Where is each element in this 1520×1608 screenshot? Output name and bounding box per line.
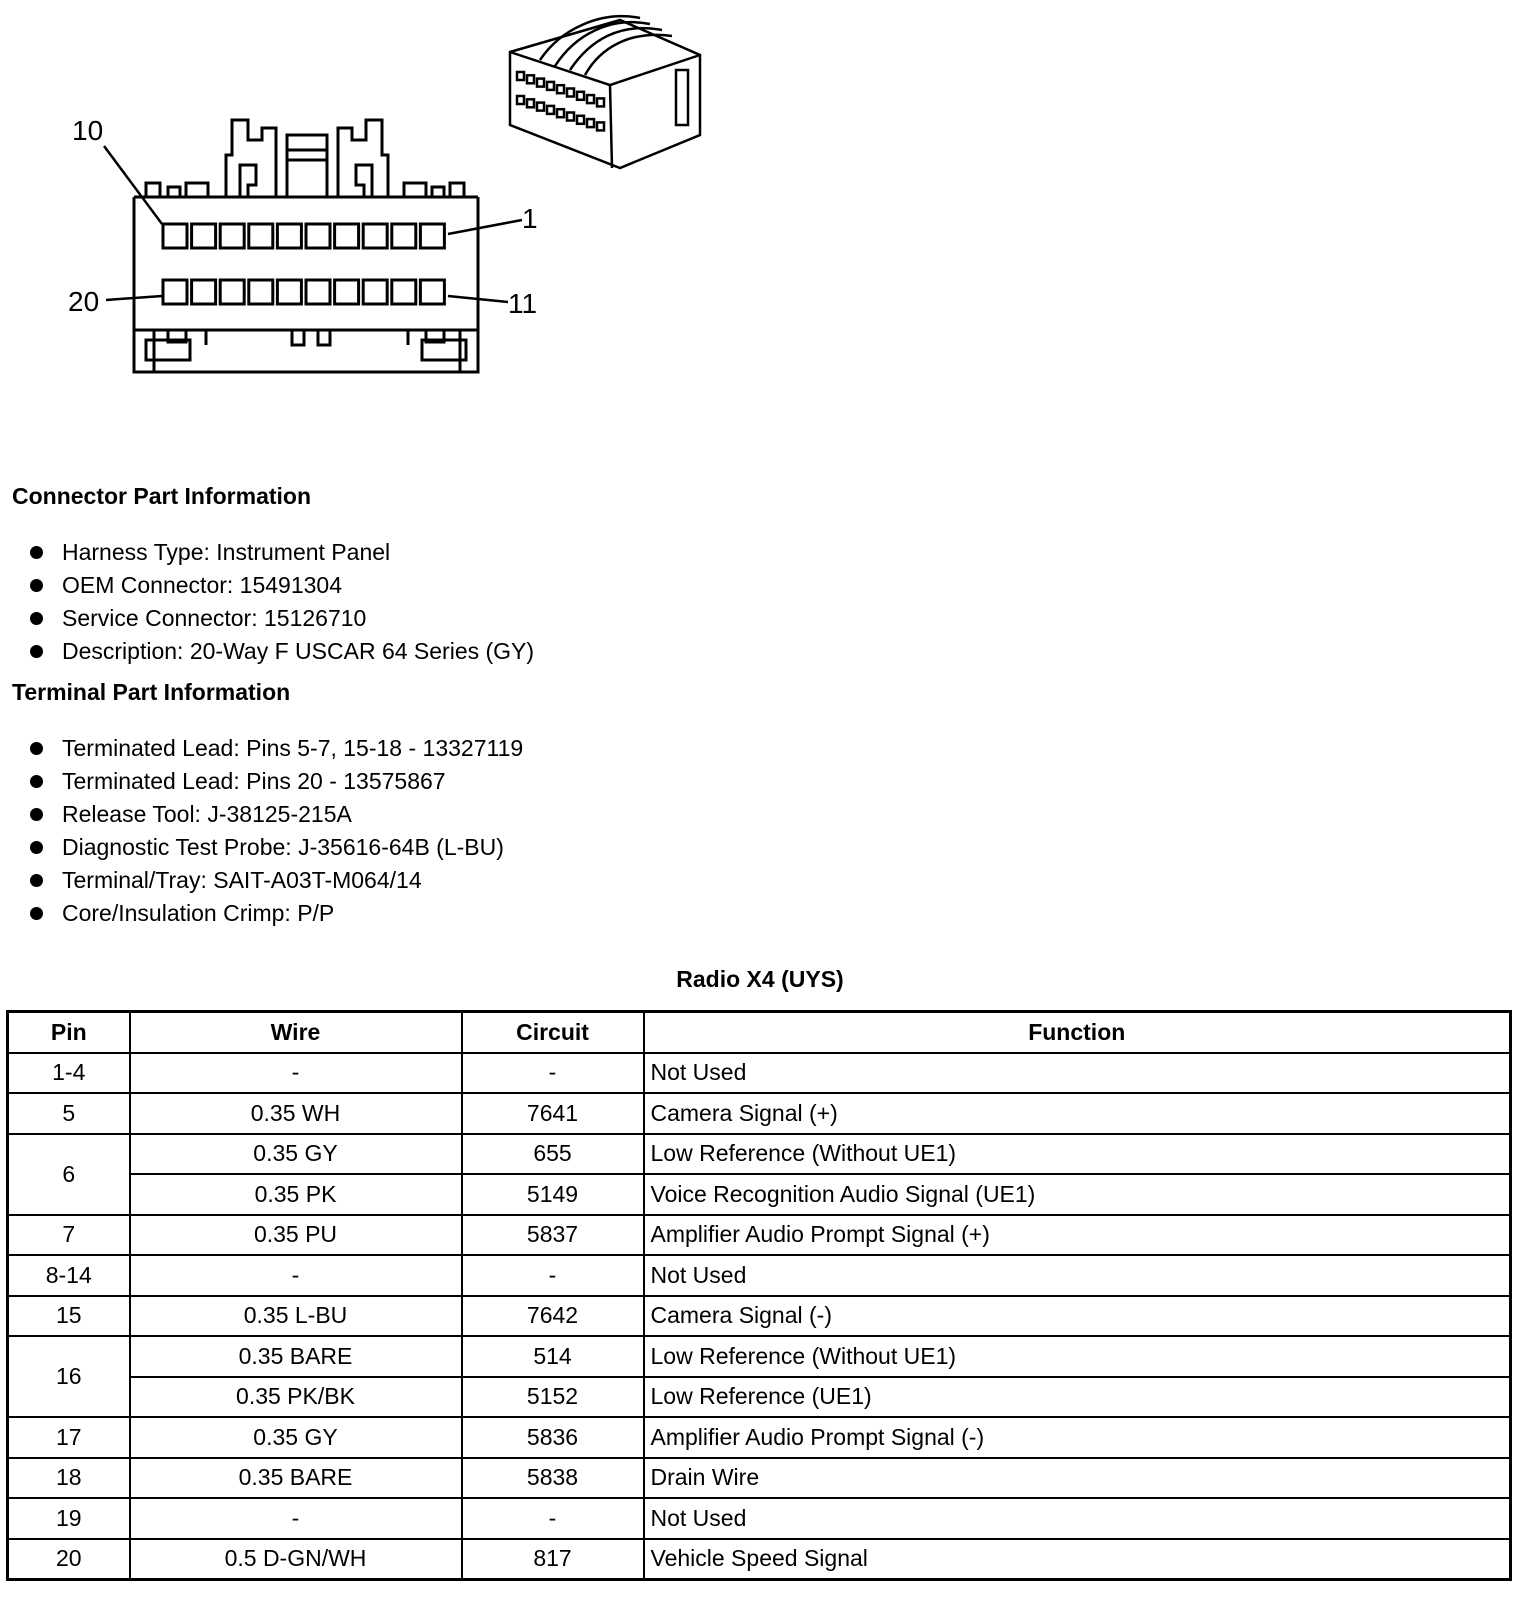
table-row: [8, 1215, 1511, 1256]
cell-wire: 0.35 GY: [130, 1417, 462, 1458]
connector-3d-illustration: [510, 16, 700, 168]
cell-pin: 15: [8, 1296, 130, 1337]
cell-circuit: 5838: [462, 1458, 644, 1499]
table-row: [8, 1539, 1511, 1580]
table-row: [8, 1093, 1511, 1134]
list-item: [30, 602, 534, 635]
iso-pin-cavity: [577, 116, 584, 124]
list-item: [30, 635, 534, 668]
cell-wire: 0.5 D-GN/WH: [130, 1539, 462, 1580]
pin-label-1: 1: [522, 203, 538, 234]
bullet-icon: [30, 612, 43, 625]
table-header-row: [8, 1012, 1511, 1053]
cell-circuit: 5837: [462, 1215, 644, 1256]
list-item: [30, 831, 523, 864]
header-function: Function: [644, 1012, 1511, 1053]
list-item-text: Terminated Lead: Pins 20 - 13575867: [62, 768, 446, 794]
table-row: [8, 1377, 1511, 1418]
pin-label-20: 20: [68, 286, 100, 317]
bullet-icon: [30, 808, 43, 821]
iso-pin-cavity: [597, 98, 604, 106]
list-item: [30, 897, 523, 930]
top-row-pin-cavity: [420, 224, 444, 248]
cell-pin: 20: [8, 1539, 130, 1580]
iso-pin-cavity: [537, 103, 544, 111]
iso-pin-cavity: [547, 82, 554, 90]
cell-function: Amplifier Audio Prompt Signal (+): [644, 1215, 1511, 1256]
cell-pin: 19: [8, 1498, 130, 1539]
bottom-row-pin-cavity: [192, 280, 216, 304]
iso-pin-cavity: [557, 85, 564, 93]
table-row: [8, 1458, 1511, 1499]
cell-function: Vehicle Speed Signal: [644, 1539, 1511, 1580]
cell-wire: 0.35 PK: [130, 1174, 462, 1215]
cell-pin: 1-4: [8, 1053, 130, 1094]
top-row-pin-cavity: [163, 224, 187, 248]
iso-pin-cavity: [567, 113, 574, 121]
list-item-text: Description: 20-Way F USCAR 64 Series (GY): [62, 638, 535, 664]
connector-part-info-list: [30, 536, 534, 668]
table-row: [8, 1174, 1511, 1215]
terminal-part-info-title: Terminal Part Information: [12, 679, 291, 705]
bottom-row-pin-cavity: [335, 280, 359, 304]
list-item-text: OEM Connector: 15491304: [62, 572, 343, 598]
list-item: [30, 798, 523, 831]
cell-function: Low Reference (Without UE1): [644, 1134, 1511, 1175]
cell-function: Not Used: [644, 1053, 1511, 1094]
list-item: [30, 765, 523, 798]
cell-wire: 0.35 WH: [130, 1093, 462, 1134]
bullet-icon: [30, 742, 43, 755]
top-row-pin-cavity: [192, 224, 216, 248]
top-row-pin-cavity: [277, 224, 301, 248]
cell-circuit: 7642: [462, 1296, 644, 1337]
cell-pin: 16: [8, 1336, 130, 1417]
bullet-icon: [30, 645, 43, 658]
cell-circuit: 5152: [462, 1377, 644, 1418]
cell-pin: 7: [8, 1215, 130, 1256]
bullet-icon: [30, 874, 43, 887]
cell-function: Camera Signal (+): [644, 1093, 1511, 1134]
cell-wire: 0.35 PU: [130, 1215, 462, 1256]
cell-circuit: 514: [462, 1336, 644, 1377]
table-row: [8, 1417, 1511, 1458]
bottom-row-pin-cavity: [392, 280, 416, 304]
iso-pin-cavity: [567, 89, 574, 97]
list-item-text: Harness Type: Instrument Panel: [62, 539, 391, 565]
top-row-pin-cavity: [306, 224, 330, 248]
cell-circuit: 655: [462, 1134, 644, 1175]
connector-part-info-title: Connector Part Information: [12, 483, 312, 509]
cell-function: Camera Signal (-): [644, 1296, 1511, 1337]
cell-function: Not Used: [644, 1255, 1511, 1296]
iso-pin-cavity: [517, 96, 524, 104]
table-row: [8, 1296, 1511, 1337]
bullet-icon: [30, 546, 43, 559]
bullet-icon: [30, 907, 43, 920]
cell-pin: 17: [8, 1417, 130, 1458]
cell-function: Not Used: [644, 1498, 1511, 1539]
cell-wire: 0.35 PK/BK: [130, 1377, 462, 1418]
iso-pin-cavity: [597, 122, 604, 130]
bottom-row-pin-cavity: [163, 280, 187, 304]
iso-pin-cavity: [577, 92, 584, 100]
header-pin: Pin: [8, 1012, 130, 1053]
cell-circuit: -: [462, 1498, 644, 1539]
iso-pin-cavity: [547, 106, 554, 114]
connector-diagram: [0, 0, 760, 420]
top-row-pin-cavity: [249, 224, 273, 248]
iso-pin-cavity: [527, 99, 534, 107]
header-circuit: Circuit: [462, 1012, 644, 1053]
cell-function: Voice Recognition Audio Signal (UE1): [644, 1174, 1511, 1215]
list-item-text: Diagnostic Test Probe: J-35616-64B (L-BU): [62, 834, 504, 860]
list-item-text: Core/Insulation Crimp: P/P: [62, 900, 335, 926]
top-row-pin-cavity: [335, 224, 359, 248]
cell-wire: 0.35 GY: [130, 1134, 462, 1175]
table-row: [8, 1053, 1511, 1094]
list-item: [30, 864, 523, 897]
cell-wire: -: [130, 1498, 462, 1539]
terminal-part-info-list: [30, 732, 523, 930]
table-row: [8, 1336, 1511, 1377]
table-title: Radio X4 (UYS): [676, 966, 844, 992]
cell-circuit: 817: [462, 1539, 644, 1580]
bottom-row-pin-cavity: [220, 280, 244, 304]
bullet-icon: [30, 841, 43, 854]
bottom-row-pin-cavity: [249, 280, 273, 304]
iso-pin-cavity: [587, 95, 594, 103]
cell-function: Drain Wire: [644, 1458, 1511, 1499]
pin-label-11: 11: [508, 288, 538, 319]
list-item: [30, 569, 534, 602]
cell-wire: 0.35 BARE: [130, 1336, 462, 1377]
top-row-pin-cavity: [220, 224, 244, 248]
iso-pin-cavity: [527, 75, 534, 83]
pinout-table: [6, 1010, 1512, 1581]
list-item-text: Terminal/Tray: SAIT-A03T-M064/14: [62, 867, 422, 893]
cell-circuit: -: [462, 1255, 644, 1296]
cell-pin: 6: [8, 1134, 130, 1215]
bottom-row-pin-cavity: [420, 280, 444, 304]
iso-pin-cavity: [587, 119, 594, 127]
cell-circuit: 5836: [462, 1417, 644, 1458]
table-row: [8, 1498, 1511, 1539]
list-item: [30, 732, 523, 765]
list-item: [30, 536, 534, 569]
cell-circuit: 5149: [462, 1174, 644, 1215]
cell-wire: 0.35 BARE: [130, 1458, 462, 1499]
iso-pin-cavity: [517, 72, 524, 80]
table-row: [8, 1134, 1511, 1175]
cell-pin: 8-14: [8, 1255, 130, 1296]
list-item-text: Service Connector: 15126710: [62, 605, 367, 631]
bottom-row-pin-cavity: [306, 280, 330, 304]
bottom-row-pin-cavity: [363, 280, 387, 304]
cell-wire: -: [130, 1255, 462, 1296]
iso-pin-cavity: [537, 79, 544, 87]
cell-circuit: 7641: [462, 1093, 644, 1134]
bullet-icon: [30, 579, 43, 592]
cell-function: Amplifier Audio Prompt Signal (-): [644, 1417, 1511, 1458]
list-item-text: Terminated Lead: Pins 5-7, 15-18 - 13327119: [62, 735, 524, 761]
cell-wire: -: [130, 1053, 462, 1094]
iso-pin-cavity: [557, 109, 564, 117]
cell-function: Low Reference (Without UE1): [644, 1336, 1511, 1377]
cell-pin: 18: [8, 1458, 130, 1499]
pin-label-10: 10: [72, 115, 104, 146]
bottom-row-pin-cavity: [277, 280, 301, 304]
top-row-pin-cavity: [392, 224, 416, 248]
cell-pin: 5: [8, 1093, 130, 1134]
header-wire: Wire: [130, 1012, 462, 1053]
list-item-text: Release Tool: J-38125-215A: [62, 801, 352, 827]
top-row-pin-cavity: [363, 224, 387, 248]
cell-circuit: -: [462, 1053, 644, 1094]
table-row: [8, 1255, 1511, 1296]
cell-wire: 0.35 L-BU: [130, 1296, 462, 1337]
cell-function: Low Reference (UE1): [644, 1377, 1511, 1418]
bullet-icon: [30, 775, 43, 788]
